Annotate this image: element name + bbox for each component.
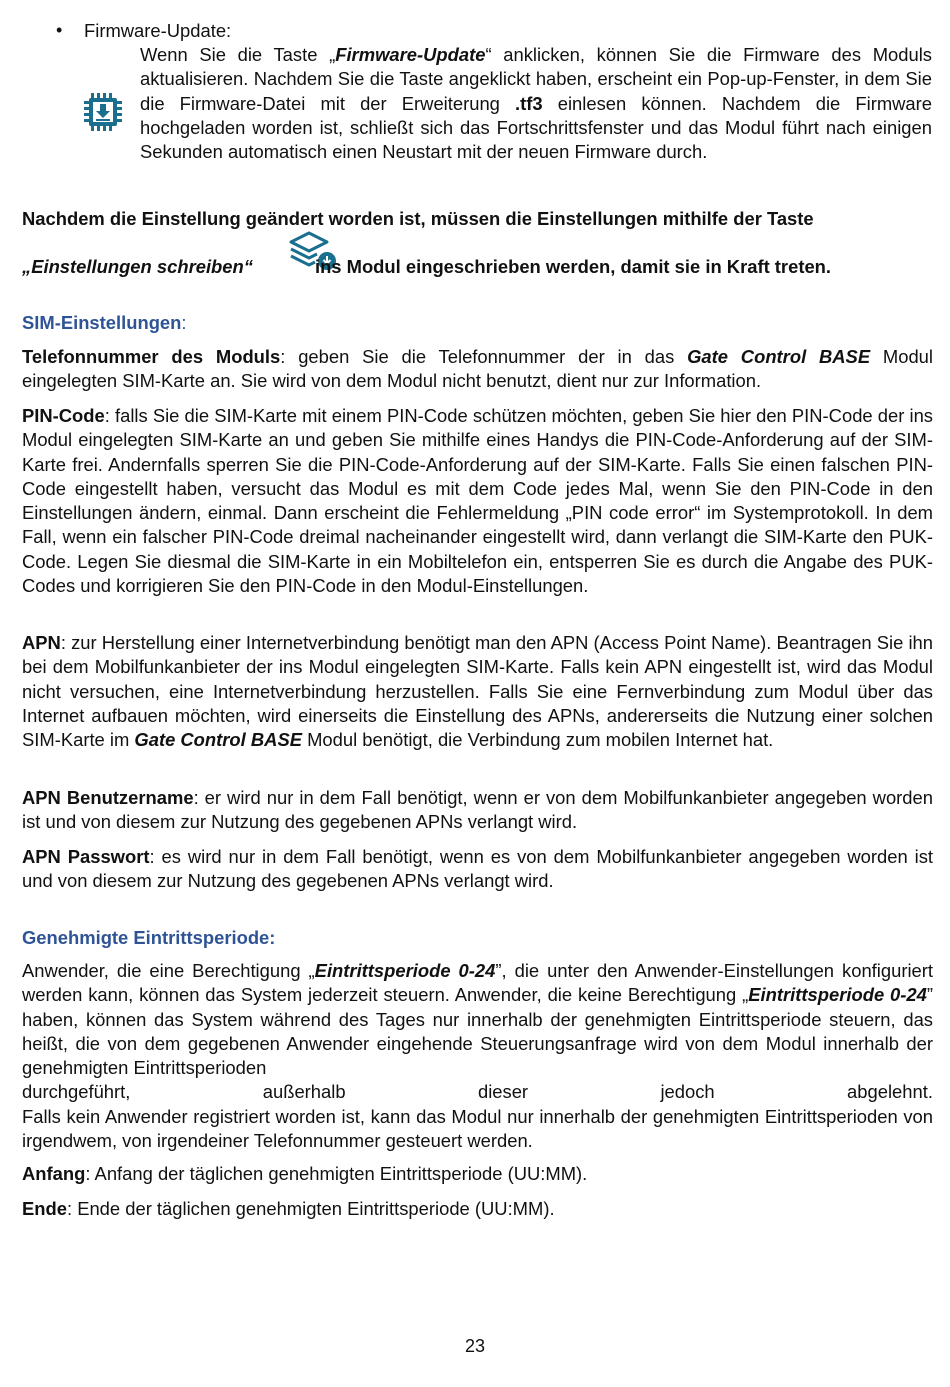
apn-password-paragraph: APN Passwort: es wird nur in dem Fall benötigt, wenn es von dem Mobilfunkanbieter angegeben worden ist und von diesem zur Nutzung des gegebenen APNs verlangt wird. (22, 846, 933, 892)
file-extension: .tf3 (515, 92, 543, 114)
bullet: • (56, 20, 63, 40)
access-period-heading: Genehmigte Eintrittsperiode: (22, 927, 276, 948)
apn-paragraph: APN: zur Herstellung einer Internetverbindung benötigt man den APN (Access Point Name). Beantragen Sie ihn bei dem Mobilfunkanbieter der ins Modul eingelegten SIM-Karte. Falls kein APN eingestellt ist, wird das Modul nicht versuchen, eine Internetverbindung herzustellen. Falls Sie eine Fernverbindung zum Modul über das Internet aufbauen möchten, wird einerseits die Einstellung des APNs, andererseits die Nutzung einer solchen SIM-Karte im Gate Control BASE Modul benötigt, die Verbindung zum mobilen Internet hat. (22, 632, 933, 751)
page-number: 23 (464, 1336, 486, 1356)
firmware-update-heading: Firmware-Update: (84, 20, 232, 41)
period-end-paragraph: Ende: Ende der täglichen genehmigten Eintrittsperiode (UU:MM). (22, 1198, 555, 1219)
write-settings-key: „Einstellungen schreiben“ (22, 256, 253, 277)
brand-name: Gate Control BASE (134, 729, 302, 751)
spread-line: durchgeführt, außerhalb dieser jedoch abgelehnt. (22, 1081, 933, 1103)
write-settings-note-line2: „Einstellungen schreiben“ ins Modul eingeschrieben werden, damit sie in Kraft treten. (22, 256, 832, 277)
brand-name: Gate Control BASE (687, 346, 871, 367)
write-settings-note: Nachdem die Einstellung geändert worden ist, müssen die Einstellungen mithilfe der Taste (22, 208, 814, 229)
firmware-download-chip-icon (82, 91, 124, 133)
firmware-update-description: Wenn Sie die Taste „Firmware-Update“ anklicken, können Sie die Firmware des Moduls aktualisieren. Nachdem Sie die Taste angeklickt haben, erscheint ein Pop-up-Fenster, in dem Sie die Firmware-Datei mit der Erweiterung .tf3 einlesen können. Nachdem die Firmware hochgeladen worden ist, schließt sich das Fortschrittsfenster und das Modul führt nach einigen Sekunden automatisch einen Neustart mit der neuen Firmware durch. (140, 44, 932, 163)
sim-settings-heading: SIM-Einstellungen: (22, 312, 187, 333)
firmware-update-key: Firmware-Update (335, 44, 486, 65)
access-period-paragraph: Anwender, die eine Berechtigung „Eintrittsperiode 0-24”, die unter den Anwender-Einstellungen konfiguriert werden kann, können das System jederzeit steuern. Anwender, die keine Berechtigung „Eintrittsperiode 0-24” haben, können das System während des Tages nur innerhalb der genehmigten Eintrittsperiode steuern, das heißt, die von dem gegebenen Anwender eingehende Steuerungsanfrage wird von dem Modul innerhalb der genehmigten Eintrittsperioden durchgeführt, außerhalb dieser jedoch abgelehnt. Falls kein Anwender registriert worden ist, kann das Modul nur innerhalb der genehmigten Eintrittsperioden von irgendwem, von irgendeiner Telefonnummer gesteuert werden. (22, 960, 933, 1152)
phone-number-paragraph: Telefonnummer des Moduls: geben Sie die Telefonnummer der in das Gate Control BASE Modul eingelegten SIM-Karte an. Sie wird von dem Modul nicht benutzt, dient nur zur Information. (22, 346, 933, 392)
period-start-paragraph: Anfang: Anfang der täglichen genehmigten Eintrittsperiode (UU:MM). (22, 1163, 588, 1184)
pin-code-paragraph: PIN-Code: falls Sie die SIM-Karte mit einem PIN-Code schützen möchten, geben Sie hier den PIN-Code der ins Modul eingelegten SIM-Karte an und geben Sie mithilfe eines Handys die PIN-Code-Anforderung auf der SIM-Karte frei. Andernfalls sperren Sie die PIN-Code-Anforderung auf der SIM-Karte. Falls Sie einen falschen PIN-Code eingestellt haben, versucht das Modul es mit dem Code jedes Mal, wenn Sie den PIN-Code in den Einstellungen ändern, einmal. Dann erscheint die Fehlermeldung „PIN code error“ im Systemprotokoll. In dem Fall, wenn ein falscher PIN-Code dreimal nacheinander eingestellt wird, dann verlangt die SIM-Karte den PUK-Code. Legen Sie diesmal die SIM-Karte in ein Mobiltelefon ein, entsperren Sie es durch die Angabe des PUK-Codes und korrigieren Sie den PIN-Code in den Modul-Einstellungen. (22, 405, 933, 597)
apn-username-paragraph: APN Benutzername: er wird nur in dem Fall benötigt, wenn er von dem Mobilfunkanbieter angegeben worden ist und von diesem zur Nutzung des gegebenen APNs verlangt wird. (22, 787, 933, 833)
